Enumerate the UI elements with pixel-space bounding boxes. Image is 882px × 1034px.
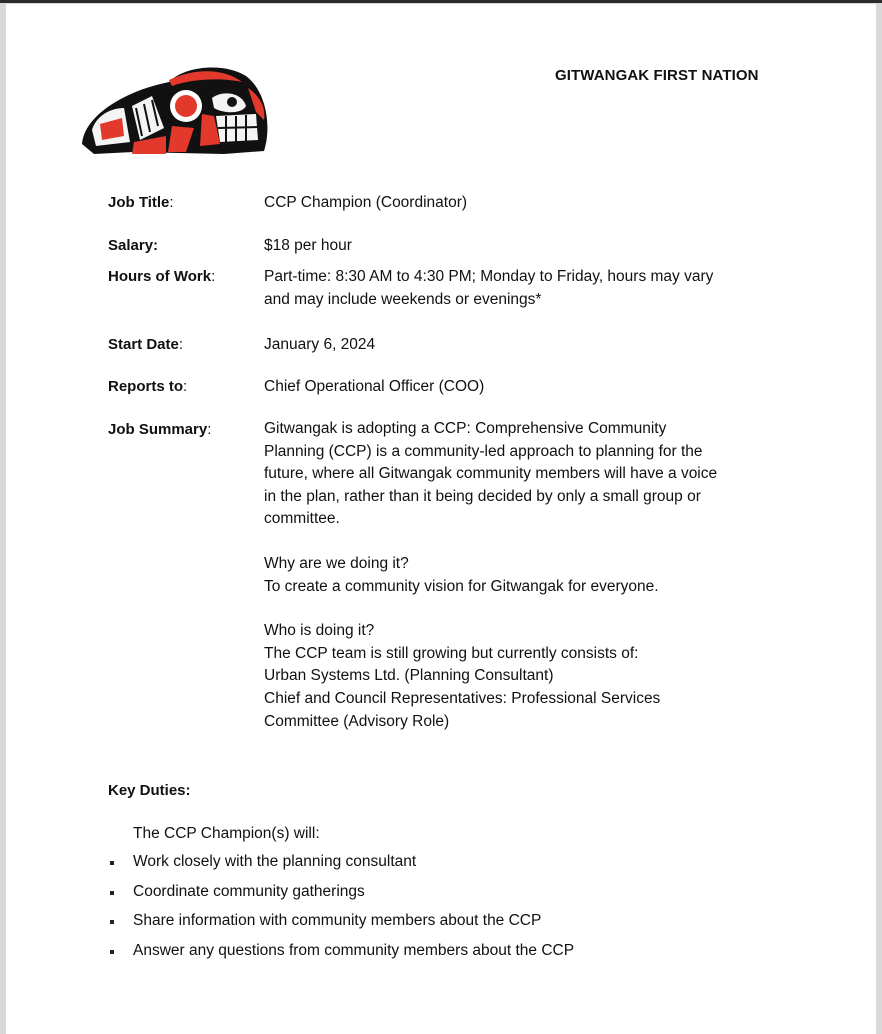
job-summary-label <box>108 421 211 438</box>
colon: : <box>178 336 184 353</box>
duty-item <box>106 883 574 913</box>
reports-to-value: Chief Operational Officer (COO) <box>264 378 485 395</box>
job-title-label-text: Job Title <box>108 194 170 211</box>
start-date-label <box>108 336 183 353</box>
job-title-value: CCP Champion (Coordinator) <box>264 194 468 211</box>
summary-line: Gitwangak is adopting a CCP: Comprehensive Community <box>264 420 667 437</box>
start-date-label-text: Start Date <box>108 336 179 353</box>
bullet-icon <box>110 920 114 924</box>
hours-line: and may include weekends or evenings* <box>264 291 542 308</box>
viewer-top-bar <box>0 0 882 3</box>
job-title-label <box>108 194 174 211</box>
organization-name: GITWANGAK FIRST NATION <box>555 67 759 84</box>
salary-value: $18 per hour <box>264 237 352 254</box>
who-line: Urban Systems Ltd. (Planning Consultant) <box>264 667 554 685</box>
duty-text: Answer any questions from community members about the CCP <box>133 941 575 959</box>
job-summary-label-text: Job Summary <box>108 421 208 438</box>
summary-line: Planning (CCP) is a community-led approach to planning for the <box>264 442 703 460</box>
summary-line: in the plan, rather than it being decided by only a small group or <box>264 487 701 505</box>
colon: : <box>169 194 174 211</box>
key-duties-intro: The CCP Champion(s) will: <box>133 825 320 842</box>
hours-value <box>264 265 784 311</box>
summary-line: future, where all Gitwangak community members will have a voice <box>264 465 718 483</box>
who-line: Chief and Council Representatives: Professional Services <box>264 689 661 707</box>
reports-to-label <box>108 378 187 395</box>
key-duties-list <box>106 853 574 971</box>
colon: : <box>207 421 212 438</box>
duty-text: Work closely with the planning consultant <box>133 853 417 870</box>
duty-item <box>106 912 574 942</box>
document-page <box>6 4 876 1034</box>
bullet-icon <box>110 950 114 954</box>
who-line: Committee (Advisory Role) <box>264 712 450 730</box>
duty-text: Coordinate community gatherings <box>133 882 365 900</box>
duty-text: Share information with community members about the CCP <box>133 912 542 929</box>
start-date-value: January 6, 2024 <box>264 336 376 353</box>
hours-line: Part-time: 8:30 AM to 4:30 PM; Monday to Friday, hours may vary <box>264 268 714 285</box>
who-question: Who is doing it? <box>264 622 375 640</box>
why-question: Why are we doing it? <box>264 554 409 572</box>
summary-line: committee. <box>264 510 340 528</box>
hours-label-text: Hours of Work <box>108 268 212 285</box>
colon: : <box>211 268 216 285</box>
duty-item <box>106 942 574 972</box>
salary-label: Salary: <box>108 237 159 254</box>
job-summary-value <box>264 418 784 733</box>
duty-item <box>106 853 574 883</box>
bullet-icon <box>110 861 114 865</box>
bullet-icon <box>110 891 114 895</box>
colon: : <box>183 378 188 395</box>
hours-label <box>108 268 215 285</box>
who-line: The CCP team is still growing but currently consists of: <box>264 644 639 662</box>
why-answer: To create a community vision for Gitwangak for everyone. <box>264 577 659 595</box>
crest-logo-icon <box>74 56 274 158</box>
key-duties-heading: Key Duties: <box>108 782 191 799</box>
reports-to-label-text: Reports to <box>108 378 183 395</box>
